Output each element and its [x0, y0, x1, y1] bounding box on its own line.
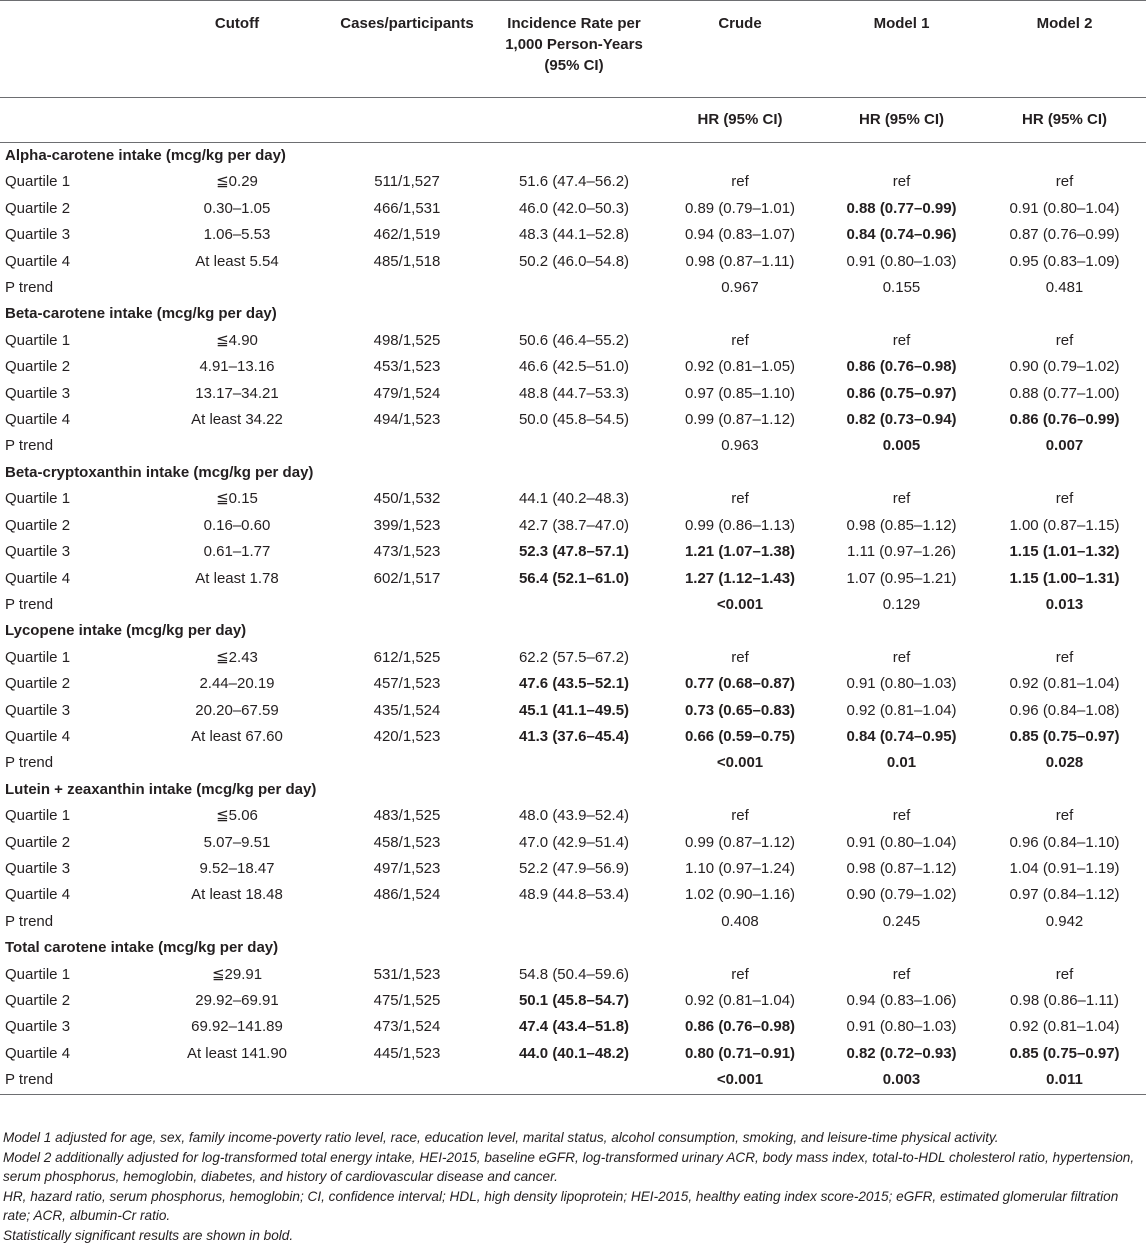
cell-label: P trend — [5, 595, 54, 613]
cell-model1: ref — [892, 490, 911, 508]
cell-label: Quartile 3 — [5, 859, 71, 877]
cell-cases — [326, 1067, 488, 1094]
cell-model2: 1.00 (0.87–1.15) — [1009, 516, 1120, 534]
cell-label: Quartile 4 — [5, 886, 71, 904]
cell-model2: 1.15 (1.01–1.32) — [1009, 543, 1120, 561]
cell-model2: 0.011 — [983, 1067, 1146, 1094]
cell-cases: 450/1,532 — [373, 490, 441, 508]
cell-crude: 1.10 (0.97–1.24) — [684, 859, 796, 877]
cell-cases: 498/1,525 — [373, 331, 441, 349]
cell-label: Quartile 4 — [5, 569, 71, 587]
cell-cutoff — [148, 1067, 326, 1094]
cell-model1: 0.92 (0.81–1.04) — [846, 701, 957, 719]
cell-label: P trend — [5, 437, 54, 455]
cell-cases: 466/1,531 — [373, 199, 441, 217]
cell-crude: 1.27 (1.12–1.43) — [684, 569, 796, 587]
cell-model2: 0.97 (0.84–1.12) — [1009, 886, 1120, 904]
cell-cutoff: 69.92–141.89 — [191, 1018, 283, 1036]
section-title: Alpha-carotene intake (mcg/kg per day) — [0, 143, 1146, 170]
cell-model2: 0.942 — [1045, 912, 1084, 930]
cell-model1: ref — [892, 965, 911, 983]
cell-cutoff: 0.16–0.60 — [203, 516, 271, 534]
table-row — [0, 671, 1146, 697]
cell-cutoff: ≦0.29 — [216, 173, 258, 191]
cell-model1: 0.91 (0.80–1.03) — [846, 675, 957, 693]
cell-cutoff: 5.07–9.51 — [203, 833, 271, 851]
cell-model2: 0.013 — [1045, 595, 1084, 613]
section-title: Lycopene intake (mcg/kg per day) — [5, 622, 247, 640]
cell-cases: 531/1,523 — [373, 965, 441, 983]
cell-model1: 0.003 — [820, 1067, 983, 1094]
cell-cutoff: At least 141.90 — [186, 1044, 288, 1062]
cell-cutoff: 2.44–20.19 — [199, 675, 275, 693]
cell-incidence — [488, 433, 660, 459]
cell-cutoff: At least 67.60 — [191, 727, 283, 745]
cell-incidence: 56.4 (52.1–61.0) — [518, 569, 630, 587]
cell-model2: 0.88 (0.77–1.00) — [1009, 384, 1120, 402]
footnote-model2: Model 2 additionally adjusted for log-transformed total energy intake, HEI-2015, baseline eGFR, log-transformed urinary ACR, body mass index, total-to-HDL cholesterol ratio, hypertension, serum phosphorus, hemoglobin, diabetes, and history of cardiovascular disease and cancer. — [3, 1149, 1135, 1185]
cell-cases: 473/1,524 — [373, 1018, 441, 1036]
cell-crude: 1.21 (1.07–1.38) — [684, 543, 796, 561]
cell-crude: 0.66 (0.59–0.75) — [684, 727, 796, 745]
section-header-row — [0, 143, 1146, 170]
cell-cutoff — [148, 592, 326, 618]
table-row — [0, 830, 1146, 856]
cell-label: Quartile 2 — [5, 833, 71, 851]
cell-cutoff: 13.17–34.21 — [195, 384, 279, 402]
table-row — [0, 592, 1146, 618]
cell-model1: ref — [892, 648, 911, 666]
cell-cases: 445/1,523 — [373, 1044, 441, 1062]
cell-model2: 0.86 (0.76–0.99) — [1009, 411, 1120, 429]
cell-crude: ref — [731, 490, 749, 508]
cell-model2: 0.85 (0.75–0.97) — [1009, 1044, 1120, 1062]
cell-cases: 612/1,525 — [373, 648, 441, 666]
cell-crude: 0.92 (0.81–1.04) — [684, 992, 796, 1009]
cell-crude: 0.98 (0.87–1.11) — [685, 252, 795, 270]
table-row — [0, 222, 1146, 248]
cell-label: Quartile 4 — [5, 252, 71, 270]
section-header-row — [0, 460, 1146, 486]
cell-label: Quartile 1 — [5, 173, 71, 191]
cell-cutoff: ≦29.91 — [211, 965, 263, 983]
cell-model2: ref — [1055, 965, 1074, 983]
cell-model2: 0.028 — [1045, 754, 1084, 772]
cell-label: Quartile 4 — [5, 411, 71, 429]
cell-cases: 435/1,524 — [373, 701, 441, 719]
cell-cases — [326, 433, 488, 459]
table-row — [0, 486, 1146, 512]
cell-label: Quartile 2 — [5, 358, 71, 376]
cell-crude: 0.99 (0.87–1.12) — [684, 411, 796, 429]
cell-model2: 0.95 (0.83–1.09) — [1009, 252, 1120, 270]
table-row — [0, 354, 1146, 380]
cell-label: Quartile 3 — [5, 226, 71, 244]
cell-incidence: 62.2 (57.5–67.2) — [518, 648, 630, 666]
cell-incidence: 48.0 (43.9–52.4) — [518, 807, 630, 825]
table-body — [0, 143, 1146, 1095]
section-header-row — [0, 618, 1146, 644]
cell-label: Quartile 3 — [5, 701, 71, 719]
cell-incidence: 50.6 (46.4–55.2) — [518, 331, 630, 349]
subheader-row — [0, 98, 1146, 143]
table-row — [0, 698, 1146, 724]
cell-model1: 0.98 (0.85–1.12) — [846, 516, 957, 534]
cell-crude: ref — [731, 807, 749, 825]
cell-incidence — [488, 275, 660, 301]
cell-cutoff — [148, 275, 326, 301]
cell-model1: 0.98 (0.87–1.12) — [846, 859, 957, 877]
cell-model2: 0.007 — [1045, 437, 1084, 455]
cell-model1: 1.11 (0.97–1.26) — [847, 543, 956, 561]
table-row — [0, 407, 1146, 433]
cell-incidence: 42.7 (38.7–47.0) — [518, 516, 630, 534]
table-row — [0, 750, 1146, 776]
table-row — [0, 1067, 1146, 1094]
cell-cases: 483/1,525 — [373, 807, 441, 825]
cell-cutoff: 0.30–1.05 — [203, 199, 271, 217]
cell-cases — [326, 275, 488, 301]
cell-model2: 0.96 (0.84–1.08) — [1009, 701, 1120, 719]
cell-crude: <0.001 — [660, 1067, 820, 1094]
cell-incidence — [488, 909, 660, 935]
cell-model1: 0.90 (0.79–1.02) — [846, 886, 957, 904]
cell-label: Quartile 1 — [5, 965, 71, 983]
cell-model2: 0.92 (0.81–1.04) — [1009, 1018, 1120, 1036]
cell-cutoff: At least 18.48 — [191, 886, 283, 904]
section-header-row — [0, 777, 1146, 803]
cell-incidence — [488, 1067, 660, 1094]
table-row — [0, 566, 1146, 592]
cell-cases: 494/1,523 — [373, 411, 441, 429]
cell-model2: ref — [1055, 648, 1074, 666]
cell-model2: 0.481 — [1045, 279, 1084, 297]
cell-crude: <0.001 — [716, 595, 764, 613]
cell-label: P trend — [5, 279, 54, 297]
cell-incidence: 52.2 (47.9–56.9) — [518, 859, 630, 877]
table-row — [0, 381, 1146, 407]
table-row — [0, 169, 1146, 195]
cell-model1: 1.07 (0.95–1.21) — [846, 569, 957, 587]
cell-label: Quartile 4 — [5, 727, 71, 745]
cell-model1: 0.91 (0.80–1.03) — [846, 1018, 957, 1036]
cell-model2: 0.96 (0.84–1.10) — [1009, 833, 1120, 851]
cell-model2: ref — [1055, 173, 1074, 191]
section-title: Beta-cryptoxanthin intake (mcg/kg per day) — [5, 463, 314, 481]
cell-label: Quartile 3 — [5, 384, 71, 402]
cell-model1: 0.94 (0.83–1.06) — [846, 992, 957, 1009]
cell-incidence: 48.3 (44.1–52.8) — [518, 226, 630, 244]
cell-cutoff: 0.61–1.77 — [203, 543, 271, 561]
cell-label: Quartile 2 — [5, 992, 71, 1009]
subheader-crude: HR (95% CI) — [660, 98, 820, 143]
cell-cases: 602/1,517 — [373, 569, 441, 587]
table-row — [0, 803, 1146, 829]
cell-cutoff: At least 34.22 — [191, 411, 283, 429]
cell-crude: 0.73 (0.65–0.83) — [684, 701, 796, 719]
cell-incidence: 44.1 (40.2–48.3) — [518, 490, 630, 508]
cell-incidence — [488, 592, 660, 618]
cell-incidence: 47.6 (43.5–52.1) — [518, 675, 630, 693]
cell-crude: ref — [731, 648, 749, 666]
cell-label: P trend — [5, 754, 54, 772]
cell-incidence: 50.2 (46.0–54.8) — [518, 252, 630, 270]
header-crude: Crude — [660, 1, 820, 98]
cell-label: Quartile 1 — [5, 490, 71, 508]
cell-cases — [326, 592, 488, 618]
cell-crude: 1.02 (0.90–1.16) — [684, 886, 796, 904]
cell-model2: 0.92 (0.81–1.04) — [1009, 675, 1120, 693]
cell-model1: 0.245 — [882, 912, 921, 930]
footnote-abbreviations: HR, hazard ratio, serum phosphorus, hemoglobin; CI, confidence interval; HDL, high density lipoprotein; HEI-2015, healthy eating index score-2015; eGFR, estimated glomerular filtration rate; ACR, albumin-Cr ratio. — [3, 1188, 1119, 1224]
cell-incidence: 48.9 (44.8–53.4) — [518, 886, 630, 904]
cell-model2: ref — [1055, 490, 1074, 508]
cell-incidence: 45.1 (41.1–49.5) — [518, 701, 630, 719]
cell-crude: 0.89 (0.79–1.01) — [684, 199, 796, 217]
cell-cases: 485/1,518 — [373, 252, 441, 270]
cell-cases: 479/1,524 — [373, 384, 441, 402]
cell-cutoff — [148, 750, 326, 776]
table-row — [0, 539, 1146, 565]
cell-label: Quartile 4 — [5, 1044, 71, 1062]
table-row — [0, 196, 1146, 222]
cell-model1: 0.82 (0.72–0.93) — [846, 1044, 957, 1062]
cell-incidence: 46.6 (42.5–51.0) — [518, 358, 630, 376]
header-model1: Model 1 — [820, 1, 983, 98]
table-row — [0, 513, 1146, 539]
cell-crude: 0.86 (0.76–0.98) — [684, 1018, 796, 1036]
cell-label: Quartile 1 — [5, 807, 71, 825]
cell-crude: ref — [731, 173, 749, 191]
table-row — [0, 882, 1146, 908]
cell-cutoff: 9.52–18.47 — [199, 859, 275, 877]
cell-model1: 0.88 (0.77–0.99) — [846, 199, 957, 217]
cell-cases: 497/1,523 — [373, 859, 441, 877]
section-header-row — [0, 935, 1146, 961]
cell-model2: 0.85 (0.75–0.97) — [1009, 727, 1120, 745]
cell-cutoff: At least 1.78 — [195, 569, 279, 587]
cell-model1: 0.82 (0.73–0.94) — [846, 411, 957, 429]
cell-model2: 0.91 (0.80–1.04) — [1009, 199, 1120, 217]
table-footnotes — [3, 1128, 1143, 1246]
cell-label: Quartile 1 — [5, 331, 71, 349]
cell-incidence: 51.6 (47.4–56.2) — [518, 173, 630, 191]
cell-crude: 0.963 — [721, 437, 759, 455]
table-row — [0, 433, 1146, 459]
cell-crude: 0.94 (0.83–1.07) — [684, 226, 796, 244]
cell-model1: ref — [892, 331, 911, 349]
cell-cutoff: 29.92–69.91 — [195, 992, 279, 1009]
cell-model2: ref — [1055, 331, 1074, 349]
cell-crude: 0.99 (0.86–1.13) — [684, 516, 796, 534]
footnote-model1: Model 1 adjusted for age, sex, family income-poverty ratio level, race, education level, marital status, alcohol consumption, smoking, and leisure-time physical activity. — [3, 1130, 999, 1145]
cell-cutoff: 4.91–13.16 — [199, 358, 275, 376]
table-row — [0, 909, 1146, 935]
cell-model1: 0.91 (0.80–1.03) — [846, 252, 957, 270]
header-cutoff: Cutoff — [148, 1, 326, 98]
cell-incidence: 46.0 (42.0–50.3) — [518, 199, 630, 217]
cell-cutoff: At least 5.54 — [195, 252, 279, 270]
subheader-model1: HR (95% CI) — [820, 98, 983, 143]
cell-label: P trend — [5, 912, 54, 930]
cell-model1: 0.129 — [882, 595, 921, 613]
cell-model1: 0.01 — [886, 754, 917, 772]
cell-crude: 0.967 — [721, 279, 759, 297]
header-model2: Model 2 — [983, 1, 1146, 98]
cell-label: P trend — [0, 1067, 148, 1094]
section-header-row — [0, 301, 1146, 327]
cell-cutoff: ≦5.06 — [216, 807, 258, 825]
cell-cases — [326, 750, 488, 776]
cell-cutoff — [148, 909, 326, 935]
cell-crude: 0.97 (0.85–1.10) — [684, 384, 796, 402]
cell-crude: 0.408 — [721, 912, 759, 930]
cell-incidence: 50.0 (45.8–54.5) — [518, 411, 630, 429]
cell-model1: 0.86 (0.76–0.98) — [846, 358, 957, 376]
cell-cases: 462/1,519 — [373, 226, 441, 244]
cell-model2: ref — [1055, 807, 1074, 825]
cell-cases: 458/1,523 — [373, 833, 441, 851]
cell-cases: 473/1,523 — [373, 543, 441, 561]
cell-label: Quartile 2 — [5, 675, 71, 693]
cell-incidence: 47.4 (43.4–51.8) — [518, 1018, 630, 1036]
table-row — [0, 962, 1146, 988]
header-incidence: Incidence Rate per 1,000 Person-Years (95% CI) — [488, 1, 660, 98]
cell-incidence — [488, 750, 660, 776]
cell-crude: 0.99 (0.87–1.12) — [684, 833, 796, 851]
cell-label: Quartile 1 — [5, 648, 71, 666]
cell-model1: 0.84 (0.74–0.96) — [846, 226, 957, 244]
cell-label: Quartile 2 — [5, 516, 71, 534]
cell-model2: 0.87 (0.76–0.99) — [1009, 226, 1120, 244]
cell-incidence: 52.3 (47.8–57.1) — [518, 543, 630, 561]
table-row — [0, 645, 1146, 671]
cell-model1: 0.155 — [882, 279, 921, 297]
cell-cutoff: ≦2.43 — [216, 648, 258, 666]
cell-crude: 0.80 (0.71–0.91) — [684, 1044, 796, 1062]
cell-crude: ref — [731, 965, 749, 983]
header-row — [0, 1, 1146, 98]
cell-crude: 0.77 (0.68–0.87) — [684, 675, 796, 693]
cell-cases: 475/1,525 — [373, 992, 441, 1009]
cell-model1: 0.91 (0.80–1.04) — [846, 833, 957, 851]
table-row — [0, 275, 1146, 301]
cell-label: Quartile 3 — [5, 543, 71, 561]
section-title: Total carotene intake (mcg/kg per day) — [5, 939, 279, 957]
table-row — [0, 988, 1146, 1014]
header-cases: Cases/participants — [326, 1, 488, 98]
cell-cutoff: ≦0.15 — [216, 490, 258, 508]
cell-model2: 1.15 (1.00–1.31) — [1009, 569, 1120, 587]
cell-model1: ref — [892, 173, 911, 191]
cell-model1: ref — [892, 807, 911, 825]
header-label — [0, 1, 148, 98]
cell-cases: 420/1,523 — [373, 727, 441, 745]
cell-cases — [326, 909, 488, 935]
cell-model2: 0.98 (0.86–1.11) — [1010, 992, 1119, 1009]
cell-model1: 0.86 (0.75–0.97) — [846, 384, 957, 402]
table-row — [0, 724, 1146, 750]
table-row — [0, 249, 1146, 275]
cell-cases: 453/1,523 — [373, 358, 441, 376]
cell-model2: 0.90 (0.79–1.02) — [1009, 358, 1120, 376]
cell-crude: ref — [731, 331, 749, 349]
cell-crude: <0.001 — [716, 754, 764, 772]
cell-model2: 1.04 (0.91–1.19) — [1009, 859, 1120, 877]
cell-label: Quartile 3 — [5, 1018, 71, 1036]
cell-model1: 0.005 — [882, 437, 921, 455]
cell-model1: 0.84 (0.74–0.95) — [846, 727, 957, 745]
cell-incidence: 50.1 (45.8–54.7) — [518, 992, 630, 1009]
cell-cutoff: 20.20–67.59 — [195, 701, 279, 719]
subheader-model2: HR (95% CI) — [983, 98, 1146, 143]
table-row — [0, 328, 1146, 354]
table-row — [0, 1014, 1146, 1040]
cell-incidence: 47.0 (42.9–51.4) — [518, 833, 630, 851]
cell-cutoff: 1.06–5.53 — [203, 226, 271, 244]
cell-incidence: 44.0 (40.1–48.2) — [518, 1044, 630, 1062]
cell-cases: 511/1,527 — [374, 173, 440, 191]
cell-incidence: 48.8 (44.7–53.3) — [518, 384, 630, 402]
cell-cases: 486/1,524 — [373, 886, 441, 904]
cell-cases: 399/1,523 — [373, 516, 441, 534]
table-row — [0, 856, 1146, 882]
cell-cutoff — [148, 433, 326, 459]
cell-cutoff: ≦4.90 — [216, 331, 258, 349]
cell-incidence: 54.8 (50.4–59.6) — [518, 965, 630, 983]
section-title: Beta-carotene intake (mcg/kg per day) — [5, 305, 277, 323]
table-row — [0, 1041, 1146, 1067]
cell-crude: 0.92 (0.81–1.05) — [684, 358, 796, 376]
footnote-bold-note: Statistically significant results are shown in bold. — [3, 1227, 294, 1243]
section-title: Lutein + zeaxanthin intake (mcg/kg per day) — [5, 780, 317, 798]
cell-cases: 457/1,523 — [373, 675, 441, 693]
cell-label: Quartile 2 — [5, 199, 71, 217]
cell-incidence: 41.3 (37.6–45.4) — [518, 727, 630, 745]
